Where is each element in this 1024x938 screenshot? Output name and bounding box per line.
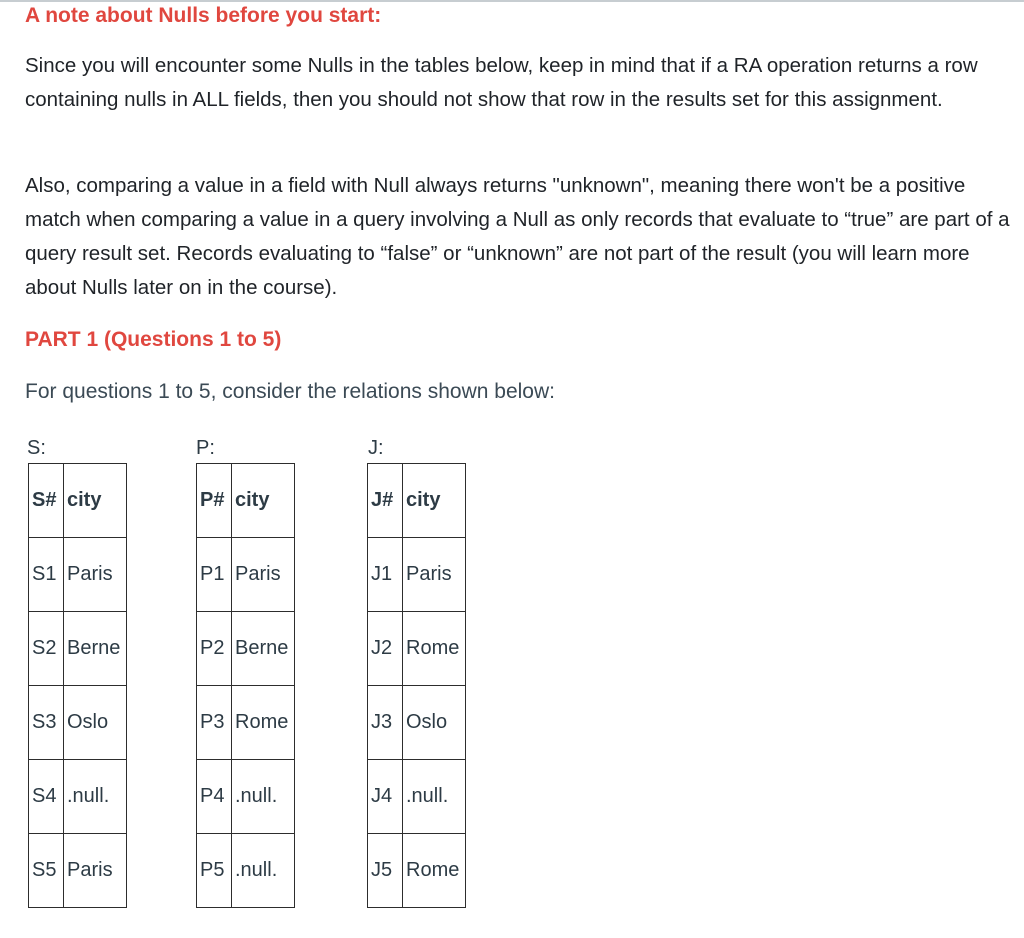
table-row (29, 834, 127, 908)
table-cell: S5 (29, 834, 64, 908)
table-cell: S4 (29, 760, 64, 834)
table-row (197, 538, 295, 612)
table-cell: Rome (403, 834, 466, 908)
relation-j-table (367, 463, 466, 908)
table-cell: P4 (197, 760, 232, 834)
table-header-row (29, 464, 127, 538)
column-header: P# (197, 464, 232, 538)
relation-p-label: P: (196, 437, 215, 459)
table-cell: P1 (197, 538, 232, 612)
table-row (368, 612, 466, 686)
table-cell: Berne (64, 612, 127, 686)
relation-p-table (196, 463, 295, 908)
part-heading: PART 1 (Questions 1 to 5) (25, 328, 282, 351)
table-cell: S1 (29, 538, 64, 612)
table-cell: Paris (64, 538, 127, 612)
table-cell: Paris (403, 538, 466, 612)
column-header: city (403, 464, 466, 538)
table-cell: J4 (368, 760, 403, 834)
table-header-row (368, 464, 466, 538)
relation-s-label: S: (27, 437, 46, 459)
table-row (29, 612, 127, 686)
column-header: city (232, 464, 295, 538)
table-row (197, 686, 295, 760)
table-row (29, 686, 127, 760)
table-cell: P5 (197, 834, 232, 908)
table-cell: Berne (232, 612, 295, 686)
table-cell: Paris (64, 834, 127, 908)
column-header: city (64, 464, 127, 538)
note-paragraph-2: Also, comparing a value in a field with Null always returns "unknown", meaning there won't be a positive match when comparing a value in a query involving a Null as only records that evaluate to “true” are part of a query result set. Records evaluating to “false” or “unknown” are not part of the result (you will learn more about Nulls later on in the course). (25, 174, 1010, 299)
table-row (197, 760, 295, 834)
table-row (29, 538, 127, 612)
table-cell: Rome (232, 686, 295, 760)
note-paragraph-1: Since you will encounter some Nulls in the tables below, keep in mind that if a RA operation returns a row containing nulls in ALL fields, then you should not show that row in the results set for this assignment. (25, 54, 978, 111)
relation-s-table (28, 463, 127, 908)
table-cell: Paris (232, 538, 295, 612)
table-row (368, 538, 466, 612)
table-cell: P2 (197, 612, 232, 686)
table-cell: Oslo (64, 686, 127, 760)
table-cell: J5 (368, 834, 403, 908)
table-cell: P3 (197, 686, 232, 760)
table-cell: S2 (29, 612, 64, 686)
note-title: A note about Nulls before you start: (25, 4, 382, 27)
table-header-row (197, 464, 295, 538)
table-cell: .null. (232, 760, 295, 834)
table-row (29, 760, 127, 834)
table-cell: S3 (29, 686, 64, 760)
table-cell: Rome (403, 612, 466, 686)
table-cell: .null. (403, 760, 466, 834)
top-divider (0, 0, 1024, 2)
table-row (197, 834, 295, 908)
table-row (368, 834, 466, 908)
table-cell: J3 (368, 686, 403, 760)
relation-j-label: J: (368, 437, 384, 459)
table-cell: Oslo (403, 686, 466, 760)
table-row (368, 686, 466, 760)
table-cell: J2 (368, 612, 403, 686)
part-intro: For questions 1 to 5, consider the relations shown below: (25, 380, 555, 403)
table-cell: .null. (64, 760, 127, 834)
table-row (368, 760, 466, 834)
column-header: J# (368, 464, 403, 538)
table-cell: .null. (232, 834, 295, 908)
column-header: S# (29, 464, 64, 538)
table-row (197, 612, 295, 686)
table-cell: J1 (368, 538, 403, 612)
